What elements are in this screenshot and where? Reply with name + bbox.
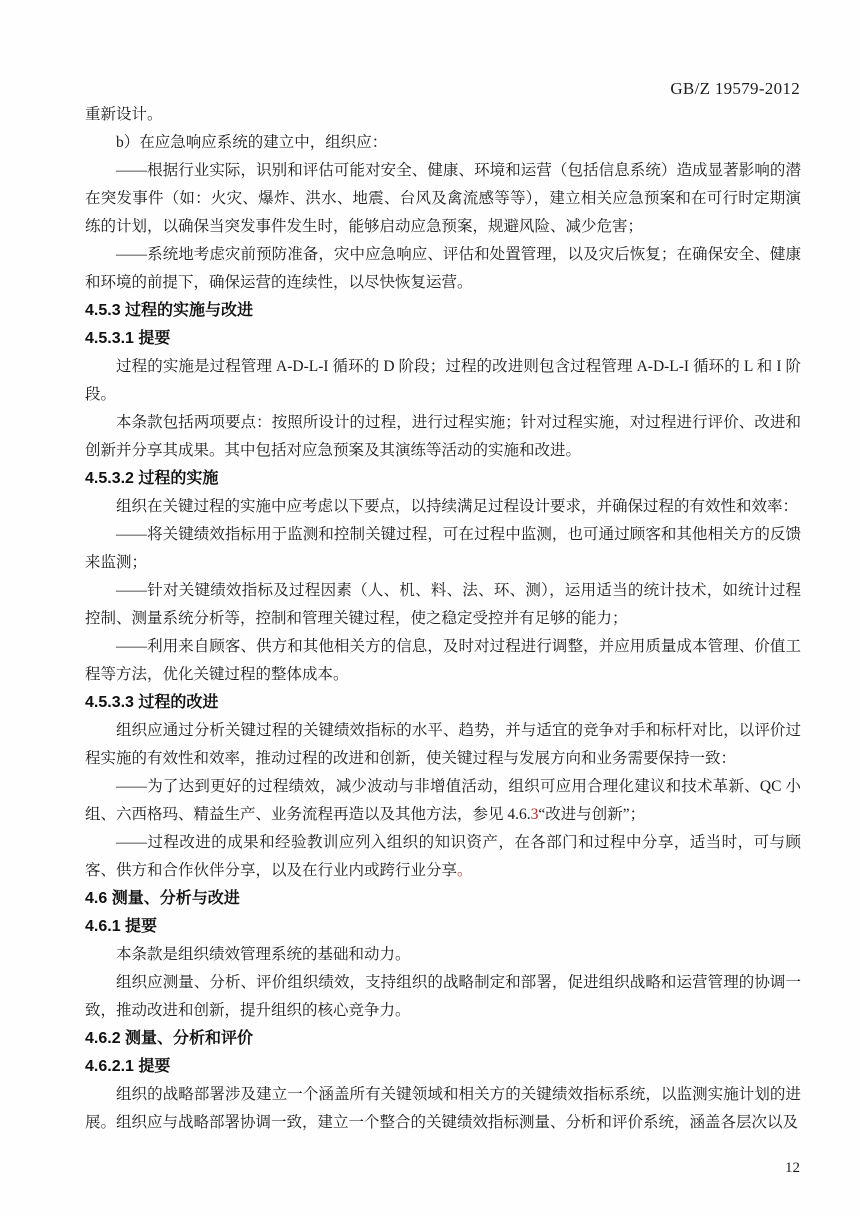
paragraph [85, 493, 801, 521]
section-heading [85, 689, 801, 717]
text-run: 4.6.2 测量、分析和评价 [85, 1030, 254, 1047]
section-heading [85, 913, 801, 941]
paragraph [85, 101, 801, 129]
page-number: 12 [785, 1160, 800, 1176]
text-run: 本条款是组织绩效管理系统的基础和动力。 [116, 946, 411, 963]
text-run: ——过程改进的成果和经验教训应列入组织的知识资产，在各部门和过程中分享，适当时，可与顾客、供方和合作伙伴分享，以及在行业内或跨行业分享 [85, 834, 801, 879]
text-run: 组织应通过分析关键过程的关键绩效指标的水平、趋势，并与适宜的竞争对手和标杆对比，以评价过程实施的有效性和效率，推动过程的改进和创新，使关键过程与发展方向和业务需要保持一致： [85, 722, 801, 767]
text-run: 4.6 测量、分析与改进 [85, 890, 240, 907]
paragraph [85, 241, 801, 297]
text-run: ——将关键绩效指标用于监测和控制关键过程，可在过程中监测，也可通过顾客和其他相关方的反馈来监测； [85, 526, 801, 571]
paragraph [85, 969, 801, 1025]
paragraph [85, 633, 801, 689]
text-run: 4.5.3 过程的实施与改进 [85, 302, 254, 319]
paragraph [85, 941, 801, 969]
section-heading [85, 1053, 801, 1081]
section-heading [85, 297, 801, 325]
section-heading [85, 1025, 801, 1053]
paragraph [85, 773, 801, 829]
paragraph [85, 829, 801, 885]
paragraph [85, 717, 801, 773]
text-run: 4.5.3.1 提要 [85, 330, 171, 347]
text-run: 组织应测量、分析、评价组织绩效，支持组织的战略制定和部署，促进组织战略和运营管理的协调一致，推动改进和创新，提升组织的核心竞争力。 [85, 974, 801, 1019]
paragraph [85, 409, 801, 465]
text-run: b）在应急响应系统的建立中，组织应： [116, 134, 388, 151]
text-run: ——针对关键绩效指标及过程因素（人、机、料、法、环、测），运用适当的统计技术，如统计过程控制、测量系统分析等，控制和管理关键过程，使之稳定受控并有足够的能力； [85, 582, 801, 627]
document-footer [785, 1158, 800, 1178]
text-run: 组织在关键过程的实施中应考虑以下要点，以持续满足过程设计要求，并确保过程的有效性和效率： [116, 498, 799, 515]
document-header [85, 78, 800, 100]
paragraph [85, 129, 801, 157]
section-heading [85, 325, 801, 353]
text-run: 重新设计。 [85, 106, 163, 123]
highlighted-text: 。 [457, 862, 473, 879]
paragraph [85, 521, 801, 577]
standard-code: GB/Z 19579-2012 [670, 79, 800, 98]
paragraph [85, 157, 801, 241]
text-run: “改进与创新”； [538, 806, 646, 823]
text-run: ——系统地考虑灾前预防准备，灾中应急响应、评估和处置管理，以及灾后恢复；在确保安全、健康和环境的前提下，确保运营的连续性，以尽快恢复运营。 [85, 246, 801, 291]
section-heading [85, 885, 801, 913]
text-run: 4.6.2.1 提要 [85, 1058, 171, 1075]
text-run: 组织的战略部署涉及建立一个涵盖所有关键领域和相关方的关键绩效指标系统，以监测实施计划的进展。组织应与战略部署协调一致，建立一个整合的关键绩效指标测量、分析和评价系统，涵盖各层次以及 [85, 1086, 801, 1131]
text-run: 4.5.3.2 过程的实施 [85, 470, 219, 487]
text-run: ——为了达到更好的过程绩效，减少波动与非增值活动，组织可应用合理化建议和技术革新、QC 小组、六西格玛、精益生产、业务流程再造以及其他方法，参见 4.6. [85, 778, 801, 823]
highlighted-text: 3 [530, 806, 539, 823]
paragraph [85, 353, 801, 409]
paragraph [85, 577, 801, 633]
text-run: 4.6.1 提要 [85, 918, 158, 935]
section-heading [85, 465, 801, 493]
paragraph [85, 1081, 801, 1137]
text-run: ——利用来自顾客、供方和其他相关方的信息，及时对过程进行调整，并应用质量成本管理、价值工程等方法，优化关键过程的整体成本。 [85, 638, 801, 683]
text-run: 本条款包括两项要点：按照所设计的过程，进行过程实施；针对过程实施，对过程进行评价、改进和创新并分享其成果。其中包括对应急预案及其演练等活动的实施和改进。 [85, 414, 801, 459]
text-run: 过程的实施是过程管理 A-D-L-I 循环的 D 阶段；过程的改进则包含过程管理 A-D-L-I 循环的 L 和 I 阶段。 [85, 358, 801, 403]
document-body [85, 101, 801, 1137]
text-run: 4.5.3.3 过程的改进 [85, 694, 219, 711]
text-run: ——根据行业实际，识别和评估可能对安全、健康、环境和运营（包括信息系统）造成显著影响的潜在突发事件（如：火灾、爆炸、洪水、地震、台风及禽流感等等），建立相关应急预案和在可行时定期演练的计划，以确保当突发事件发生时，能够启动应急预案，规避风险、减少危害； [85, 162, 801, 235]
